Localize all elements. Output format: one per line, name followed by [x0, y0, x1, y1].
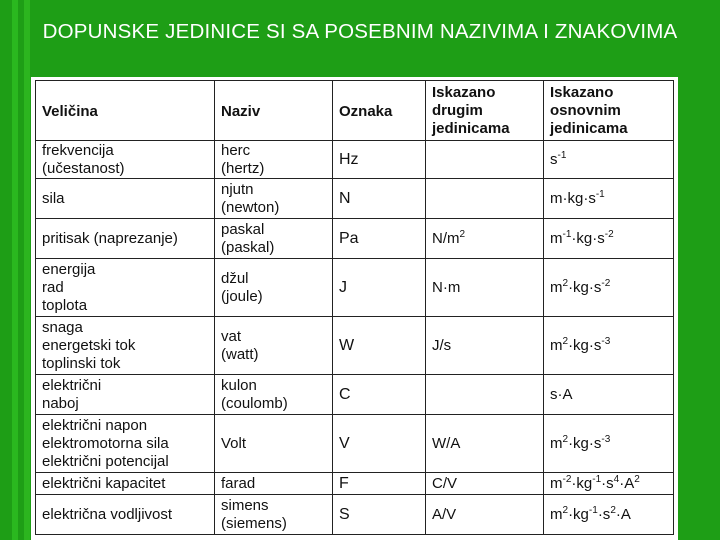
table-row — [36, 375, 674, 415]
cell-line: električni kapacitet — [42, 474, 166, 492]
header-line: Iskazano — [550, 84, 614, 101]
cell-naziv — [215, 375, 333, 415]
cell-line: (coulomb) — [221, 394, 288, 412]
cell-line: elektromotorna sila — [42, 434, 169, 452]
cell-oznaka: J — [333, 259, 426, 317]
cell-line: vat — [221, 327, 242, 345]
table-row — [36, 259, 674, 317]
cell-line: električni potencijal — [42, 452, 169, 470]
header-line: Iskazano — [432, 84, 496, 101]
cell-line: džul — [221, 269, 249, 287]
cell-naziv — [215, 141, 333, 179]
cell-line: frekvencija — [42, 141, 114, 159]
cell-oznaka: N — [333, 179, 426, 219]
table-row — [36, 179, 674, 219]
cell-naziv — [215, 317, 333, 375]
si-units-table — [35, 80, 674, 535]
header-line: jedinicama — [550, 120, 628, 137]
table-row — [36, 495, 674, 535]
cell-line: pritisak (naprezanje) — [42, 229, 178, 247]
cell-velicina — [36, 219, 215, 259]
cell-line: (hertz) — [221, 159, 265, 177]
cell-line: električni — [42, 376, 102, 394]
table-row — [36, 473, 674, 495]
cell-osnovnim-jedinicama: $m^2\cdot kg\cdot s^{-3}$ — [544, 415, 674, 473]
header-osnovnim-jedinicama — [544, 81, 674, 141]
cell-drugim-jedinicama — [426, 141, 544, 179]
cell-velicina — [36, 317, 215, 375]
cell-line: paskal — [221, 220, 265, 238]
cell-naziv — [215, 495, 333, 535]
cell-osnovnim-jedinicama: $m^{-1}\cdot kg\cdot s^{-2}$ — [544, 219, 674, 259]
cell-drugim-jedinicama: $N/m^2$ — [426, 219, 544, 259]
cell-line: naboj — [42, 394, 79, 412]
cell-line: njutn — [221, 180, 254, 198]
cell-oznaka: F — [333, 473, 426, 495]
cell-line: energetski tok — [42, 336, 136, 354]
background-stripe — [24, 0, 30, 540]
cell-velicina — [36, 415, 215, 473]
cell-line: herc — [221, 141, 251, 159]
cell-oznaka: Hz — [333, 141, 426, 179]
cell-velicina — [36, 259, 215, 317]
cell-line: (učestanost) — [42, 159, 125, 177]
cell-oznaka: V — [333, 415, 426, 473]
cell-velicina — [36, 375, 215, 415]
table-row — [36, 141, 674, 179]
cell-velicina — [36, 495, 215, 535]
cell-osnovnim-jedinicama: $m\cdot kg\cdot s^{-1}$ — [544, 179, 674, 219]
header-naziv: Naziv — [215, 81, 333, 141]
cell-drugim-jedinicama: A/V — [426, 495, 544, 535]
cell-oznaka: S — [333, 495, 426, 535]
cell-oznaka: Pa — [333, 219, 426, 259]
cell-line: toplota — [42, 296, 88, 314]
cell-line: sila — [42, 189, 65, 207]
cell-naziv — [215, 179, 333, 219]
cell-line: električni napon — [42, 416, 148, 434]
header-line: jedinicama — [432, 120, 510, 137]
cell-line: (watt) — [221, 345, 259, 363]
cell-line: kulon — [221, 376, 257, 394]
cell-line: (siemens) — [221, 514, 287, 532]
cell-line: (joule) — [221, 287, 263, 305]
slide-title: DOPUNSKE JEDINICE SI SA POSEBNIM NAZIVIMA I ZNAKOVIMA — [42, 20, 678, 43]
header-line: osnovnim — [550, 102, 621, 119]
cell-oznaka: C — [333, 375, 426, 415]
table-body — [36, 141, 674, 535]
table-row — [36, 219, 674, 259]
cell-drugim-jedinicama: N·m — [426, 259, 544, 317]
header-oznaka: Oznaka — [333, 81, 426, 141]
cell-line: električna vodljivost — [42, 505, 173, 523]
cell-velicina — [36, 473, 215, 495]
cell-line: (paskal) — [221, 238, 275, 256]
cell-naziv — [215, 473, 333, 495]
cell-line: snaga — [42, 318, 83, 336]
cell-osnovnim-jedinicama: $m^2\cdot kg\cdot s^{-3}$ — [544, 317, 674, 375]
cell-osnovnim-jedinicama: s·A — [544, 375, 674, 415]
background-stripe — [12, 0, 18, 540]
header-drugim-jedinicama — [426, 81, 544, 141]
cell-line: simens — [221, 496, 269, 514]
cell-naziv — [215, 415, 333, 473]
cell-line: farad — [221, 474, 256, 492]
table-row — [36, 317, 674, 375]
cell-drugim-jedinicama — [426, 179, 544, 219]
cell-osnovnim-jedinicama: $s^{-1}$ — [544, 141, 674, 179]
table-row — [36, 415, 674, 473]
cell-drugim-jedinicama: C/V — [426, 473, 544, 495]
cell-line: (newton) — [221, 198, 280, 216]
cell-oznaka: W — [333, 317, 426, 375]
cell-drugim-jedinicama — [426, 375, 544, 415]
cell-naziv — [215, 219, 333, 259]
cell-line: rad — [42, 278, 64, 296]
cell-drugim-jedinicama: J/s — [426, 317, 544, 375]
header-line: drugim — [432, 102, 483, 119]
cell-drugim-jedinicama: W/A — [426, 415, 544, 473]
cell-naziv — [215, 259, 333, 317]
table-header-row — [36, 81, 674, 141]
cell-velicina — [36, 141, 215, 179]
cell-line: Volt — [221, 434, 247, 452]
cell-osnovnim-jedinicama: $m^2\cdot kg^{-1}\cdot s^2\cdot A$ — [544, 495, 674, 535]
cell-velicina — [36, 179, 215, 219]
header-velicina: Veličina — [36, 81, 215, 141]
cell-osnovnim-jedinicama: $m^{-2}\cdot kg^{-1}\cdot s^4\cdot A^2$ — [544, 473, 674, 495]
table-container — [31, 77, 678, 540]
cell-line: toplinski tok — [42, 354, 121, 372]
cell-line: energija — [42, 260, 96, 278]
cell-osnovnim-jedinicama: $m^2\cdot kg\cdot s^{-2}$ — [544, 259, 674, 317]
